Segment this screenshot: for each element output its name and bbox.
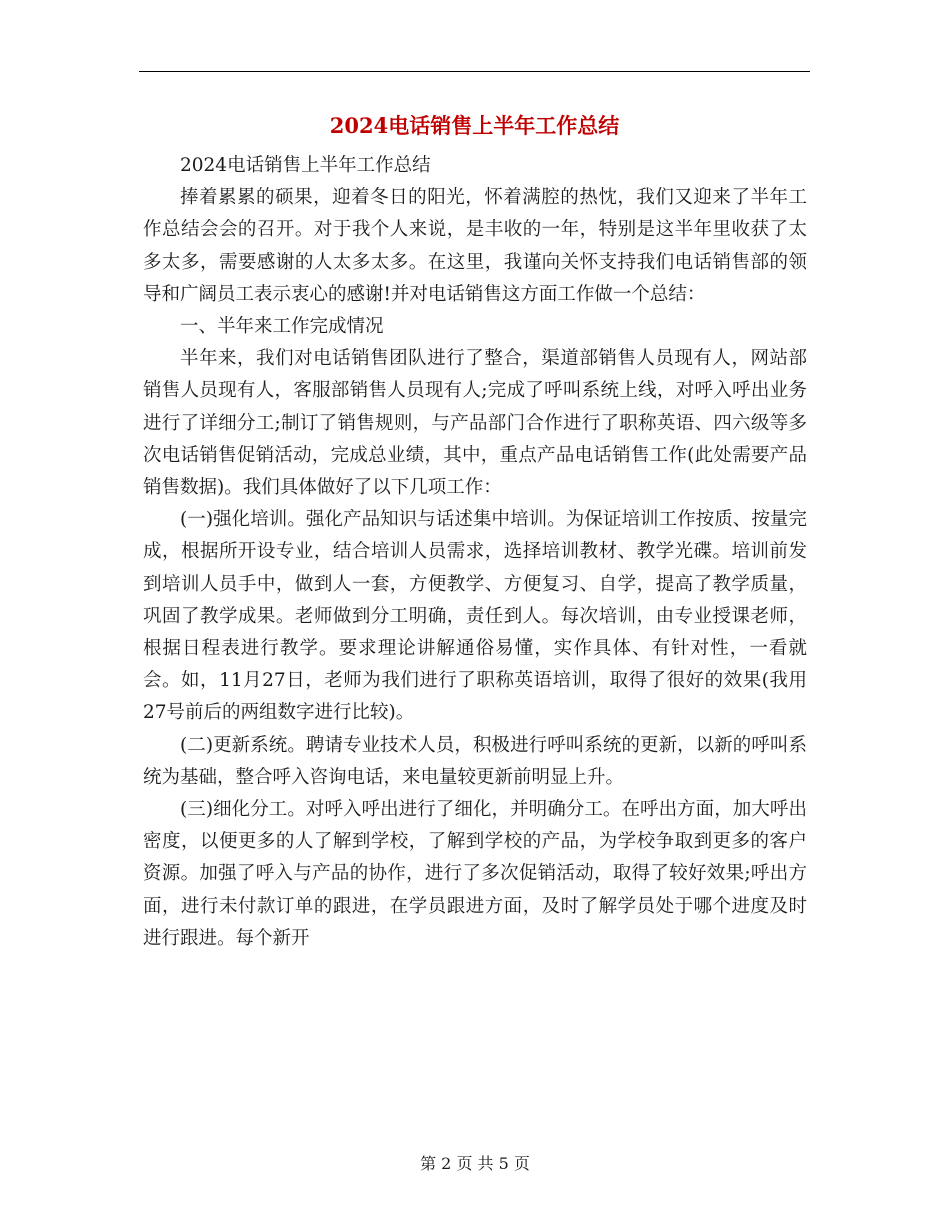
paragraph-intro: 捧着累累的硕果，迎着冬日的阳光，怀着满腔的热忱，我们又迎来了半年工作总结会会的召开。对于我个人来说，是丰收的一年，特别是这半年里收获了太多太多，需要感谢的人太多太多。在这里，我谨向关怀支持我们电话销售部的领导和广阔员工表示衷心的感谢!并对电话销售这方面工作做一个总结： [143,187,807,305]
page-number: 第 2 页 共 5 页 [420,1154,530,1173]
paragraph-system-update: (二)更新系统。聘请专业技术人员，积极进行呼叫系统的更新，以新的呼叫系统为基础，整合呼入咨询电话，来电量较更新前明显上升。 [143,734,807,788]
paragraph-subtitle: 2024电话销售上半年工作总结 [180,155,431,176]
header-rule [139,71,810,72]
section-heading: 一、半年来工作完成情况 [180,316,384,338]
paragraph-division: (三)细化分工。对呼入呼出进行了细化，并明确分工。在呼出方面，加大呼出密度，以便更多的人了解到学校，了解到学校的产品，为学校争取到更多的客户资源。加强了呼入与产品的协作，进行了多次促销活动，取得了较好效果;呼出方面，进行未付款订单的跟进，在学员跟进方面，及时了解学员处于哪个进度及时进行跟进。每个新开 [143,799,807,949]
document-title: 2024电话销售上半年工作总结 [329,113,620,138]
document-body [143,150,807,955]
paragraph-training: (一)强化培训。强化产品知识与话述集中培训。为保证培训工作按质、按量完成，根据所开设专业，结合培训人员需求，选择培训教材、教学光碟。培训前发到培训人员手中，做到人一套，方便教学、方便复习、自学，提高了教学质量，巩固了教学成果。老师做到分工明确，责任到人。每次培训，由专业授课老师，根据日程表进行教学。要求理论讲解通俗易懂，实作具体、有针对性，一看就会。如，11月27日，老师为我们进行了职称英语培训，取得了很好的效果(我用27号前后的两组数字进行比较)。 [143,509,807,724]
paragraph-overview: 半年来，我们对电话销售团队进行了整合，渠道部销售人员现有人，网站部销售人员现有人，客服部销售人员现有人;完成了呼叫系统上线，对呼入呼出业务进行了详细分工;制订了销售规则，与产品部门合作进行了职称英语、四六级等多次电话销售促销活动，完成总业绩，其中，重点产品电话销售工作(此处需要产品销售数据)。我们具体做好了以下几项工作： [143,348,807,499]
